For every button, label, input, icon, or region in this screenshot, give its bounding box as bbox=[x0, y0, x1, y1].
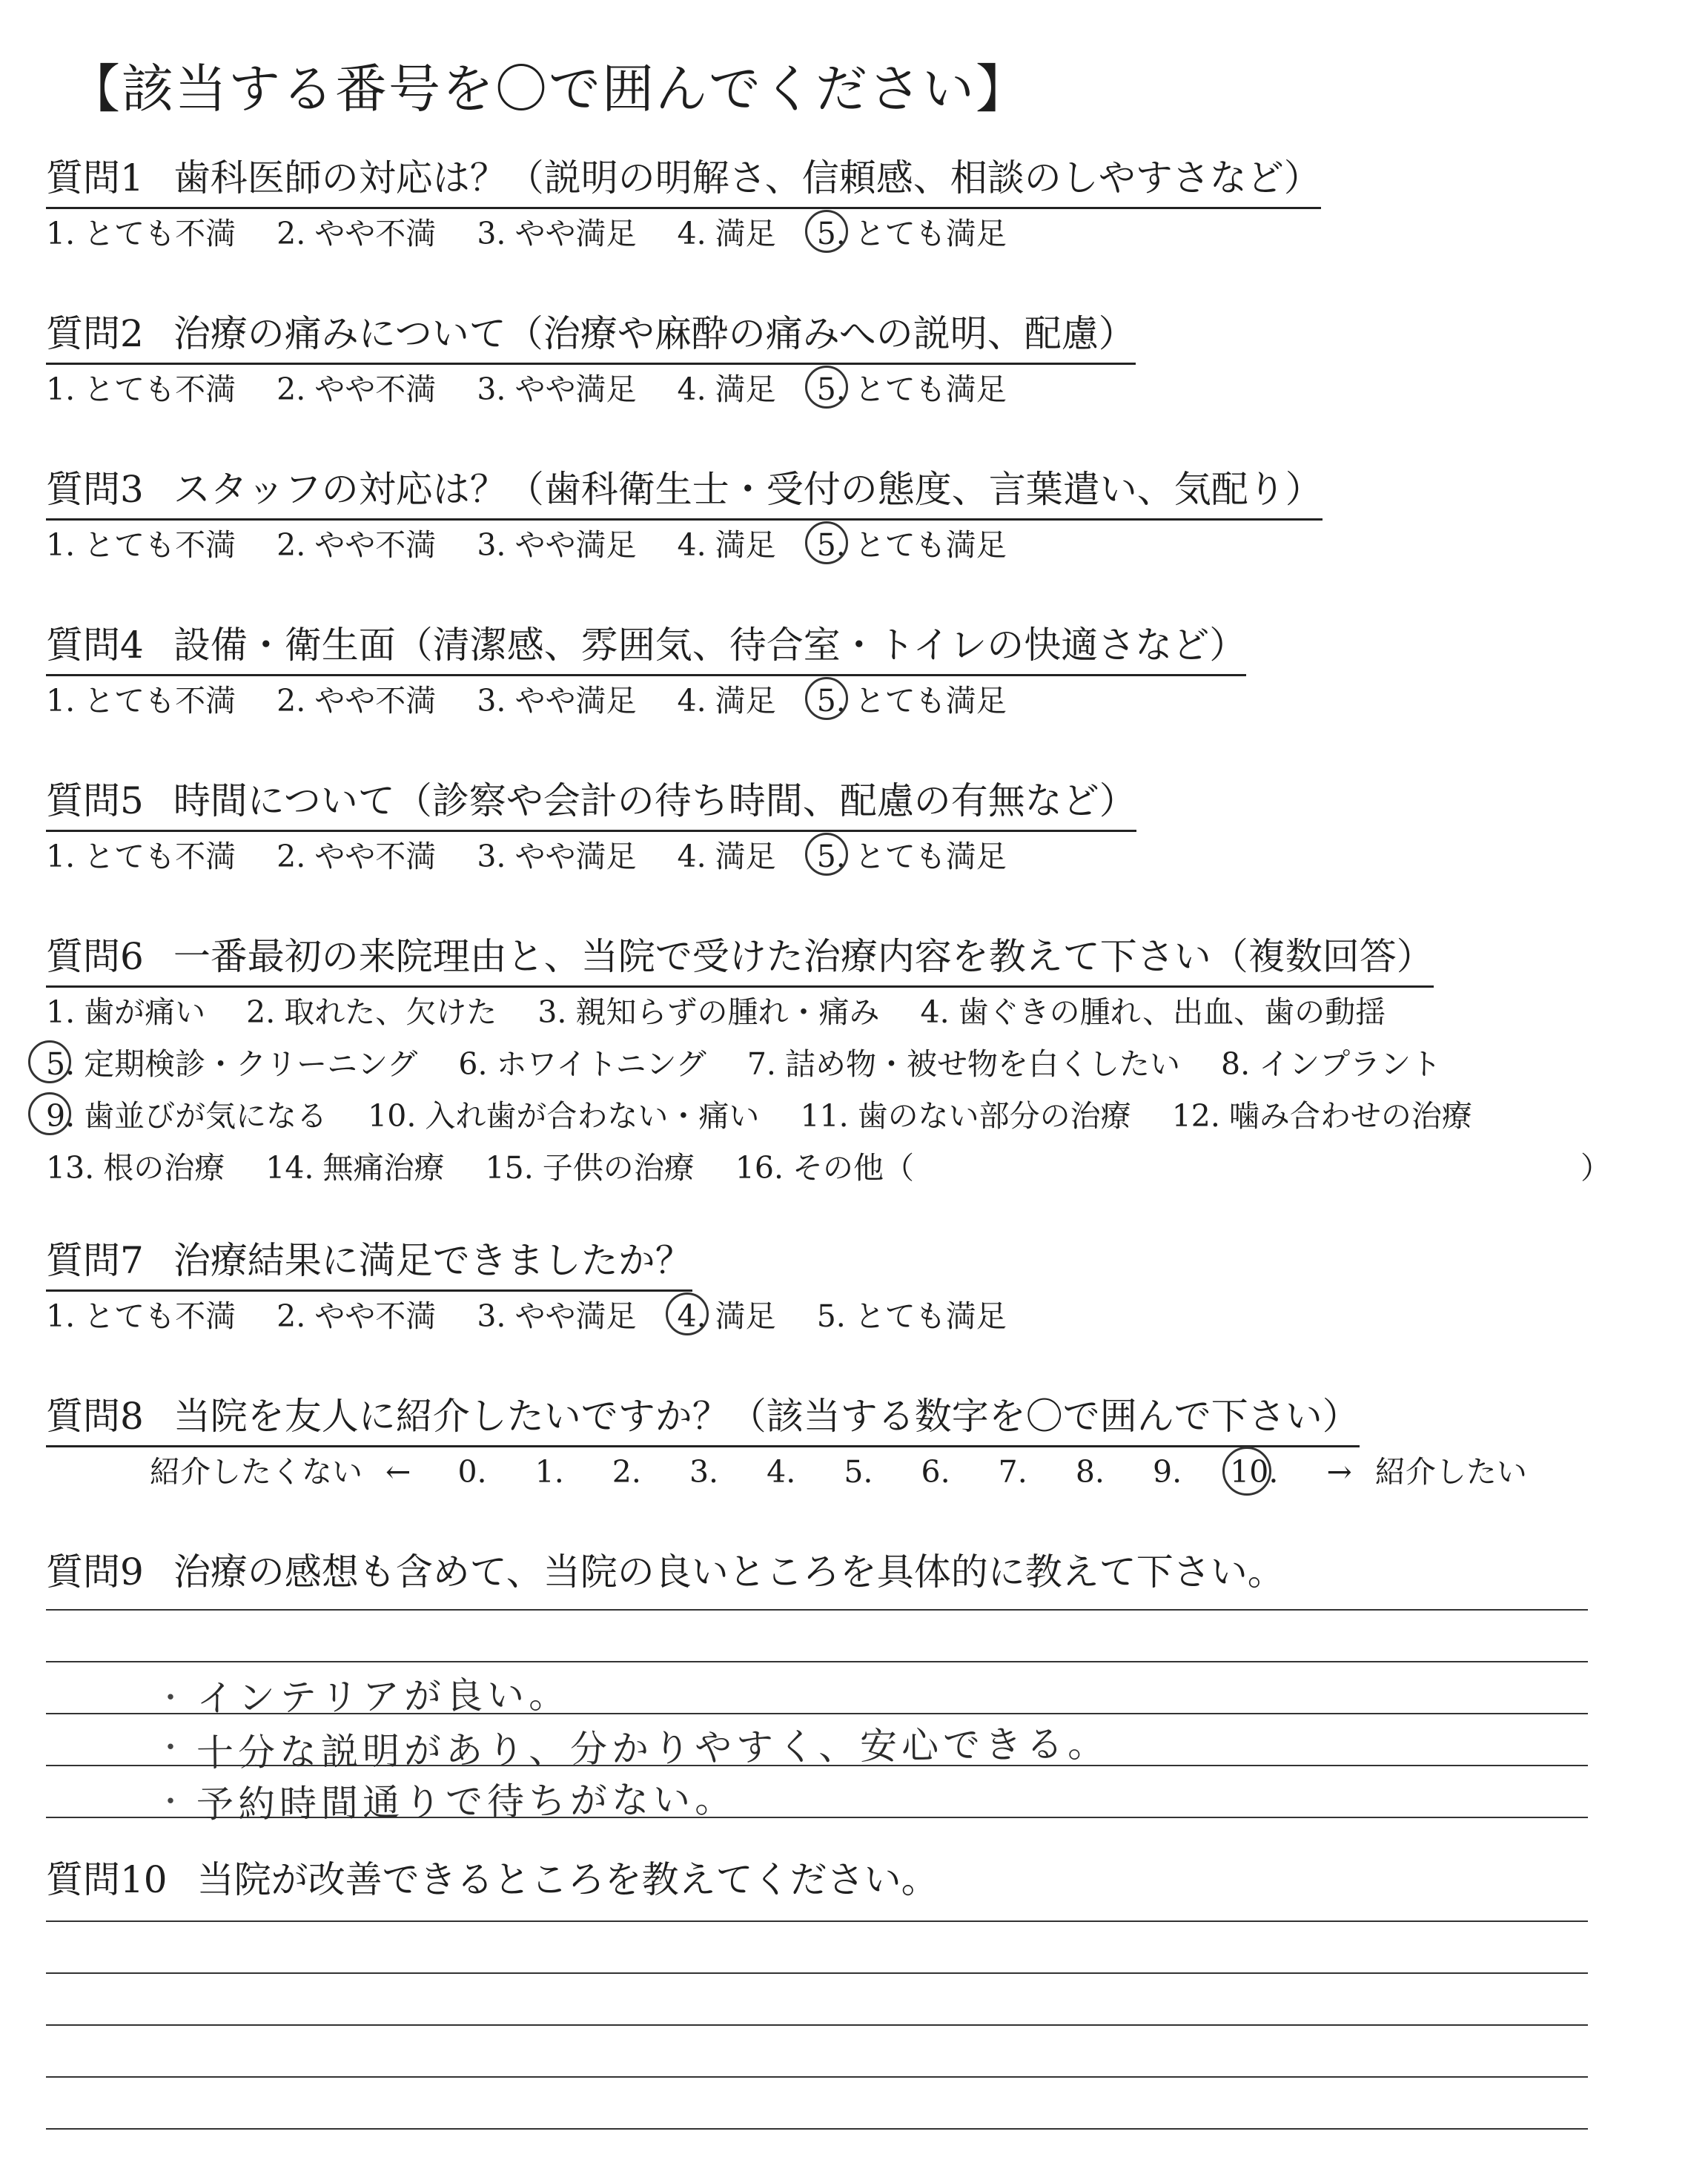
option-2[interactable]: 2. やや不満 bbox=[277, 216, 437, 251]
handwritten-answer-2[interactable]: 十分な説明があり、分かりやすく、安心できる。 bbox=[196, 1722, 1110, 1775]
scale-left-label: 紹介したくない bbox=[150, 1454, 363, 1490]
question-2-heading bbox=[46, 308, 1136, 365]
question-7 bbox=[46, 1235, 1662, 1413]
option-2[interactable]: 2. やや不満 bbox=[277, 839, 437, 874]
question-5-text: 時間について（診察や会計の待ち時間、配慮の有無など） bbox=[173, 779, 1136, 822]
scale-9[interactable]: 9. bbox=[1153, 1454, 1182, 1490]
option-1[interactable]: 1. とても不満 bbox=[46, 371, 236, 407]
option-4[interactable]: 4. 満足 bbox=[677, 371, 776, 407]
question-10-text: 当院が改善できるところを教えてください。 bbox=[196, 1858, 939, 1901]
option-3[interactable]: 3. やや満足 bbox=[477, 527, 637, 563]
question-4-label: 質問4 bbox=[46, 624, 144, 667]
recommend-scale bbox=[150, 1450, 1558, 1494]
option-3[interactable]: 3. やや満足 bbox=[477, 839, 637, 874]
option-3[interactable]: 3. やや満足 bbox=[477, 371, 637, 407]
option-5-selected[interactable]: 5. とても満足 bbox=[817, 678, 1007, 723]
option-4[interactable]: 4. 満足 bbox=[677, 683, 776, 719]
question-7-options bbox=[46, 1294, 1038, 1338]
question-9-heading bbox=[46, 1546, 1285, 1598]
scale-2[interactable]: 2. bbox=[612, 1454, 641, 1490]
left-arrow-icon: ← bbox=[385, 1454, 411, 1490]
option-3[interactable]: 3. やや満足 bbox=[477, 216, 637, 251]
question-1-text: 歯科医師の対応は？（説明の明解さ、信頼感、相談のしやすさなど） bbox=[173, 156, 1321, 199]
question-7-label: 質問7 bbox=[46, 1239, 144, 1282]
option-4[interactable]: 4. 満足 bbox=[677, 216, 776, 251]
question-4-heading bbox=[46, 619, 1246, 676]
answer-line bbox=[46, 2128, 1588, 2130]
question-3-heading bbox=[46, 463, 1323, 521]
selection-circle bbox=[805, 521, 848, 564]
question-1-options bbox=[46, 211, 1038, 256]
option-2[interactable]: 2. 取れた、欠けた bbox=[246, 994, 497, 1030]
selection-circle bbox=[28, 1092, 71, 1135]
question-1 bbox=[46, 152, 1662, 330]
question-9-label: 質問9 bbox=[46, 1550, 144, 1593]
bullet-dot: ・ bbox=[156, 1731, 185, 1765]
option-2[interactable]: 2. やや不満 bbox=[277, 527, 437, 563]
scale-10-selected[interactable]: 10. bbox=[1230, 1450, 1278, 1494]
option-11[interactable]: 11. 歯のない部分の治療 bbox=[800, 1098, 1131, 1134]
question-7-heading bbox=[46, 1235, 692, 1292]
scale-1[interactable]: 1. bbox=[534, 1454, 564, 1490]
scale-0[interactable]: 0. bbox=[457, 1454, 487, 1490]
scale-3[interactable]: 3. bbox=[689, 1454, 719, 1490]
question-5-label: 質問5 bbox=[46, 779, 144, 822]
question-5-heading bbox=[46, 775, 1136, 832]
option-15[interactable]: 15. 子供の治療 bbox=[485, 1150, 695, 1186]
question-8-label: 質問8 bbox=[46, 1395, 144, 1438]
question-1-heading bbox=[46, 152, 1321, 209]
option-2[interactable]: 2. やや不満 bbox=[277, 371, 437, 407]
question-4-options bbox=[46, 678, 1038, 723]
option-6[interactable]: 6. ホワイトニング bbox=[458, 1046, 706, 1082]
question-6-label: 質問6 bbox=[46, 935, 144, 978]
form-title: 【該当する番号を〇で囲んでください】 bbox=[68, 59, 1029, 119]
bullet-dot: ・ bbox=[156, 1785, 185, 1819]
option-4[interactable]: 4. 満足 bbox=[677, 839, 776, 874]
question-6-row-3 bbox=[46, 1094, 1503, 1138]
question-5 bbox=[46, 775, 1662, 953]
selection-circle bbox=[805, 210, 848, 253]
question-2 bbox=[46, 308, 1662, 486]
question-5-options bbox=[46, 834, 1038, 879]
answer-line bbox=[46, 1972, 1588, 1974]
scale-4[interactable]: 4. bbox=[767, 1454, 796, 1490]
question-2-text: 治療の痛みについて（治療や麻酔の痛みへの説明、配慮） bbox=[173, 312, 1136, 355]
right-arrow-icon: → bbox=[1326, 1454, 1352, 1490]
option-4-selected[interactable]: 4. 満足 bbox=[678, 1294, 776, 1338]
question-3 bbox=[46, 463, 1662, 641]
selection-circle bbox=[805, 677, 848, 720]
question-6-row-1 bbox=[46, 990, 1417, 1034]
option-9-selected[interactable]: 9. 歯並びが気になる bbox=[46, 1094, 327, 1138]
handwritten-answer-3[interactable]: 予約時間通りで待ちがない。 bbox=[196, 1777, 737, 1826]
answer-line bbox=[46, 2024, 1588, 2026]
other-close-paren: ） bbox=[1580, 1150, 1611, 1186]
answer-line bbox=[46, 2076, 1588, 2078]
option-16-other[interactable]: 16. その他（ bbox=[735, 1150, 915, 1186]
option-1[interactable]: 1. とても不満 bbox=[46, 683, 236, 719]
question-2-options bbox=[46, 367, 1038, 412]
scale-7[interactable]: 7. bbox=[998, 1454, 1027, 1490]
option-5-selected[interactable]: 5. とても満足 bbox=[817, 211, 1007, 256]
selection-circle bbox=[805, 833, 848, 876]
option-7[interactable]: 7. 詰め物・被せ物を白くしたい bbox=[747, 1046, 1180, 1082]
question-6-row-4 bbox=[46, 1146, 1603, 1190]
question-10-heading bbox=[46, 1854, 939, 1906]
option-5-selected[interactable]: 5. とても満足 bbox=[817, 367, 1007, 412]
question-3-options bbox=[46, 523, 1038, 567]
answer-line bbox=[46, 1661, 1588, 1662]
question-3-text: スタッフの対応は？（歯科衛生士・受付の態度、言葉遣い、気配り） bbox=[173, 468, 1323, 511]
selection-circle bbox=[1222, 1447, 1271, 1496]
option-12[interactable]: 12. 噛み合わせの治療 bbox=[1171, 1098, 1472, 1134]
scale-right-label: 紹介したい bbox=[1374, 1454, 1527, 1490]
option-14[interactable]: 14. 無痛治療 bbox=[265, 1150, 445, 1186]
option-4[interactable]: 4. 満足 bbox=[677, 527, 776, 563]
question-6 bbox=[46, 931, 1662, 1198]
question-8-text: 当院を友人に紹介したいですか？（該当する数字を〇で囲んで下さい） bbox=[173, 1395, 1360, 1438]
question-4-text: 設備・衛生面（清潔感、雰囲気、待合室・トイレの快適さなど） bbox=[173, 624, 1247, 667]
option-5-selected[interactable]: 5. とても満足 bbox=[817, 523, 1007, 567]
question-10-label: 質問10 bbox=[46, 1858, 168, 1901]
question-6-text: 一番最初の来院理由と、当院で受けた治療内容を教えて下さい（複数回答） bbox=[173, 935, 1434, 978]
question-6-heading bbox=[46, 931, 1434, 988]
question-9-text: 治療の感想も含めて、当院の良いところを具体的に教えて下さい。 bbox=[173, 1550, 1285, 1593]
question-3-label: 質問3 bbox=[46, 468, 144, 511]
handwritten-answer-1[interactable]: インテリアが良い。 bbox=[196, 1673, 571, 1720]
question-8-heading bbox=[46, 1390, 1360, 1447]
scale-6[interactable]: 6. bbox=[921, 1454, 950, 1490]
option-5-selected[interactable]: 5. とても満足 bbox=[817, 834, 1007, 879]
option-3[interactable]: 3. 親知らずの腫れ・痛み bbox=[537, 994, 880, 1030]
selection-circle bbox=[805, 366, 848, 409]
option-3[interactable]: 3. やや満足 bbox=[477, 683, 637, 719]
option-8[interactable]: 8. インプラント bbox=[1221, 1046, 1442, 1082]
option-1[interactable]: 1. 歯が痛い bbox=[46, 994, 206, 1030]
selection-circle bbox=[666, 1292, 709, 1335]
option-2[interactable]: 2. やや不満 bbox=[277, 683, 437, 719]
answer-line bbox=[46, 1920, 1588, 1922]
option-1[interactable]: 1. とても不満 bbox=[46, 527, 236, 563]
scale-8[interactable]: 8. bbox=[1075, 1454, 1105, 1490]
question-7-text: 治療結果に満足できましたか？ bbox=[173, 1239, 692, 1282]
answer-line bbox=[46, 1609, 1588, 1611]
option-4[interactable]: 4. 歯ぐきの腫れ、出血、歯の動揺 bbox=[920, 994, 1386, 1030]
option-13[interactable]: 13. 根の治療 bbox=[46, 1150, 225, 1186]
bullet-dot: ・ bbox=[156, 1681, 185, 1715]
option-1[interactable]: 1. とても不満 bbox=[46, 839, 236, 874]
question-6-row-2 bbox=[46, 1042, 1472, 1086]
option-5[interactable]: 5. とても満足 bbox=[816, 1298, 1007, 1334]
scale-5[interactable]: 5. bbox=[844, 1454, 873, 1490]
selection-circle bbox=[28, 1040, 71, 1083]
question-1-label: 質問1 bbox=[46, 156, 144, 199]
option-10[interactable]: 10. 入れ歯が合わない・痛い bbox=[368, 1098, 760, 1134]
option-3[interactable]: 3. やや満足 bbox=[477, 1298, 637, 1334]
question-4 bbox=[46, 619, 1662, 797]
question-8 bbox=[46, 1390, 1662, 1568]
option-1[interactable]: 1. とても不満 bbox=[46, 216, 236, 251]
question-2-label: 質問2 bbox=[46, 312, 144, 355]
option-2[interactable]: 2. やや不満 bbox=[277, 1298, 437, 1334]
option-5-selected[interactable]: 5. 定期検診・クリーニング bbox=[46, 1042, 417, 1086]
option-1[interactable]: 1. とても不満 bbox=[46, 1298, 236, 1334]
